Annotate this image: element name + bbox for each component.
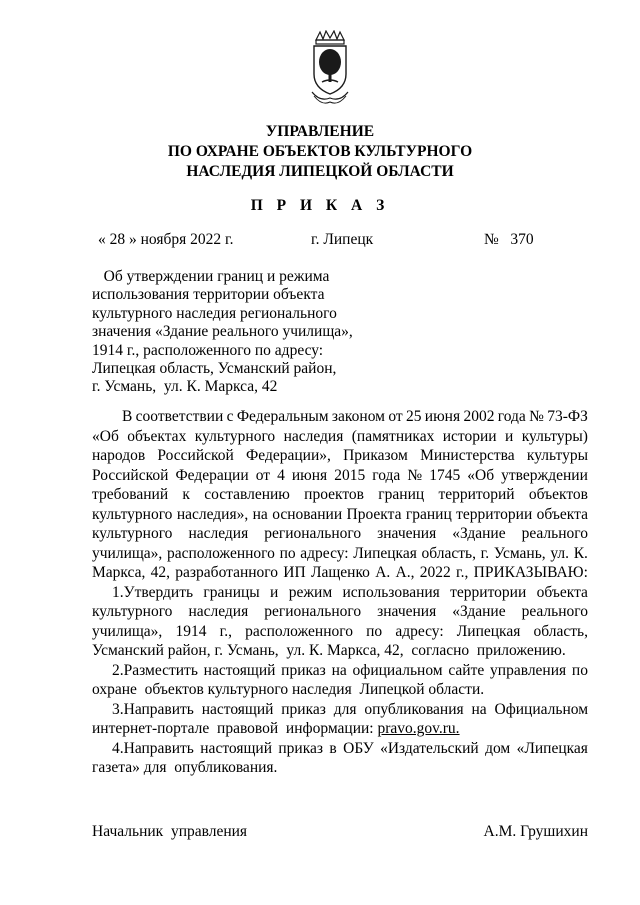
- body-line: [92, 427, 588, 447]
- word: границ: [378, 486, 425, 503]
- word: 25: [405, 408, 422, 425]
- word: Министерства: [420, 447, 515, 464]
- body-line: [92, 700, 588, 720]
- word: 1745: [429, 466, 461, 484]
- word: территории: [456, 505, 533, 523]
- word: г.: [480, 544, 490, 562]
- order-number: [484, 231, 534, 249]
- word: на: [471, 700, 487, 718]
- word: ПРИКАЗЫВАЮ:: [473, 564, 588, 581]
- word: соответствии: [135, 408, 224, 425]
- word: «Об: [467, 466, 495, 484]
- word: расположенного: [245, 622, 353, 640]
- word: территории: [450, 583, 527, 601]
- word: адресу:: [395, 622, 444, 640]
- word: 1.Утвердить: [112, 583, 194, 601]
- word: года: [497, 408, 526, 425]
- word: культурного: [92, 603, 173, 620]
- word: проектов: [304, 486, 364, 503]
- order-number-label: №: [484, 231, 499, 248]
- word: 1914: [175, 622, 207, 640]
- word: режим: [288, 583, 333, 601]
- word: «Об: [92, 427, 119, 445]
- word: Федерации»,: [246, 447, 331, 464]
- authority-heading: [0, 122, 640, 182]
- word: объектах: [127, 427, 187, 445]
- body-line: [92, 524, 588, 544]
- word: 2022: [419, 564, 451, 581]
- word: культурного: [92, 505, 173, 523]
- word: регионального: [264, 603, 362, 620]
- body-line: [92, 505, 588, 525]
- body-line: [92, 407, 588, 427]
- word: приказ: [281, 661, 326, 679]
- word: территорий: [438, 486, 515, 503]
- word: «Здание: [452, 525, 506, 542]
- word: В: [122, 408, 133, 425]
- word: 42,: [150, 564, 171, 581]
- word: Липецкая: [353, 544, 417, 562]
- word: ИП: [283, 564, 306, 581]
- word: А.: [375, 564, 391, 581]
- word: основании: [272, 505, 343, 523]
- word: (памятниках: [351, 427, 435, 445]
- order-number-value: 370: [510, 231, 534, 248]
- word: «Здание: [452, 603, 506, 620]
- order-body: [92, 407, 588, 778]
- word: настоящий: [203, 661, 276, 679]
- word: и: [505, 427, 514, 445]
- word: использования: [342, 583, 440, 601]
- word: Российской: [157, 447, 234, 464]
- pravo-link[interactable]: pravo.gov.ru.: [377, 720, 460, 737]
- word: от: [255, 466, 271, 484]
- word: Проекта: [346, 505, 402, 523]
- portal-text: интернет-портале правовой информации:: [92, 720, 374, 737]
- word: границы: [203, 583, 260, 601]
- word: опубликования: [364, 700, 464, 718]
- order-city: г. Липецк: [311, 231, 374, 248]
- word: Федерации: [175, 466, 249, 484]
- word: и: [270, 583, 279, 601]
- word: 3.Направить: [112, 700, 194, 718]
- body-line: [92, 739, 588, 759]
- subject-line: использования территории объекта: [92, 286, 325, 304]
- word: г.,: [219, 622, 232, 640]
- word: объектов: [528, 486, 588, 503]
- word: по: [571, 661, 588, 679]
- word: по: [279, 544, 296, 562]
- body-line: [92, 661, 588, 681]
- word: в: [329, 739, 337, 757]
- word: расположенного: [166, 544, 275, 562]
- word: Федеральным: [236, 408, 329, 425]
- body-line: [92, 719, 588, 739]
- body-line: [92, 602, 588, 622]
- word: 4: [277, 466, 285, 484]
- word: 4.Направить: [112, 739, 194, 757]
- word: Липецкая: [456, 622, 521, 640]
- word: значения: [377, 525, 437, 542]
- word: наследия»,: [176, 505, 249, 523]
- body-line: охране объектов культурного наследия Липецкой области.: [92, 681, 485, 698]
- word: область,: [421, 544, 476, 562]
- word: от: [388, 408, 403, 425]
- word: приказ: [278, 739, 324, 757]
- coat-of-arms-icon: [310, 30, 350, 110]
- word: июня: [291, 466, 328, 484]
- word: приказ: [281, 700, 326, 718]
- word: управления: [490, 661, 567, 679]
- word: училища»,: [92, 622, 163, 640]
- word: официальном: [352, 661, 443, 679]
- heading-line-3: НАСЛЕДИЯ ЛИПЕЦКОЙ ОБЛАСТИ: [186, 163, 454, 180]
- word: настоящий: [200, 739, 272, 757]
- word: на: [331, 661, 347, 679]
- word: границ: [405, 505, 452, 523]
- word: законом: [331, 408, 385, 425]
- word: ул.: [550, 544, 570, 562]
- word: №: [407, 466, 423, 484]
- body-line: [92, 563, 588, 583]
- word: «Издательский: [380, 739, 479, 757]
- word: составлению: [204, 486, 290, 503]
- word: требований: [92, 486, 169, 503]
- word: наследия: [188, 603, 249, 620]
- word: Официальном: [494, 700, 588, 718]
- word: культурного: [92, 525, 173, 542]
- heading-line-1: УПРАВЛЕНИЕ: [265, 123, 375, 140]
- subject-line: значения «Здание реального училища»,: [92, 323, 353, 341]
- subject-line: 1914 г., расположенного по адресу:: [92, 341, 324, 359]
- word: утверждении: [501, 466, 588, 484]
- word: А.,: [395, 564, 415, 581]
- word: наследия: [283, 427, 344, 445]
- word: Российской: [92, 466, 169, 484]
- signature-position: Начальник управления: [92, 823, 248, 840]
- word: истории: [442, 427, 497, 445]
- word: Усмань,: [493, 544, 546, 562]
- subject-line: Об утверждении границ и режима: [92, 268, 330, 285]
- word: 2002: [463, 408, 495, 425]
- body-line: газета» для опубликования.: [92, 759, 278, 776]
- body-line: [92, 446, 588, 466]
- word: «Липецкая: [516, 739, 588, 757]
- subject-line: Липецкая область, Усманский район,: [92, 360, 337, 378]
- subject-line: г. Усмань, ул. К. Маркса, 42: [92, 378, 278, 396]
- word: реального: [521, 603, 588, 620]
- body-line: [92, 544, 588, 564]
- heading-line-2: ПО ОХРАНЕ ОБЪЕКТОВ КУЛЬТУРНОГО: [167, 143, 473, 160]
- order-title: П Р И К А З: [250, 197, 390, 214]
- word: по: [366, 622, 383, 640]
- word: разработанного: [175, 564, 279, 581]
- word: для: [333, 700, 357, 718]
- word: ОБУ: [343, 739, 374, 757]
- word: сайте: [448, 661, 485, 679]
- body-line: [92, 466, 588, 486]
- word: настоящий: [201, 700, 274, 718]
- body-line: Усманский район, г. Усмань, ул. К. Маркса, 42, согласно приложению.: [92, 642, 566, 659]
- signature-name: А.М. Грушихин: [483, 823, 588, 840]
- word: на: [252, 505, 268, 523]
- word: народов: [92, 447, 146, 464]
- body-line: [92, 485, 588, 505]
- word: года: [372, 466, 401, 484]
- word: июня: [424, 408, 461, 425]
- word: дом: [485, 739, 511, 757]
- order-subject: [92, 268, 382, 397]
- word: Приказом: [343, 447, 408, 464]
- body-line: [92, 622, 588, 642]
- word: адресу:: [300, 544, 349, 562]
- word: Лащенко: [310, 564, 370, 581]
- word: К.: [573, 544, 588, 562]
- word: значения: [377, 603, 437, 620]
- word: 2.Разместить: [112, 661, 198, 679]
- word: реального: [521, 525, 588, 542]
- word: училища»,: [92, 544, 163, 562]
- word: наследия: [188, 525, 249, 542]
- order-date: « 28 » ноября 2022 г.: [98, 231, 234, 248]
- word: объекта: [536, 583, 588, 601]
- body-line: [92, 583, 588, 603]
- word: культуры: [526, 447, 588, 464]
- word: область,: [533, 622, 588, 640]
- word: Маркса,: [92, 564, 146, 581]
- word: к: [182, 486, 190, 503]
- word: объекта: [536, 505, 588, 523]
- word: 2015: [334, 466, 366, 484]
- word: с: [226, 408, 234, 425]
- word: 73-ФЗ: [547, 408, 588, 425]
- word: культуры): [521, 427, 588, 445]
- word: регионального: [264, 525, 362, 542]
- word: культурного: [194, 427, 276, 445]
- word: г.,: [456, 564, 469, 581]
- subject-line: культурного наследия регионального: [92, 304, 337, 322]
- word: №: [529, 408, 544, 425]
